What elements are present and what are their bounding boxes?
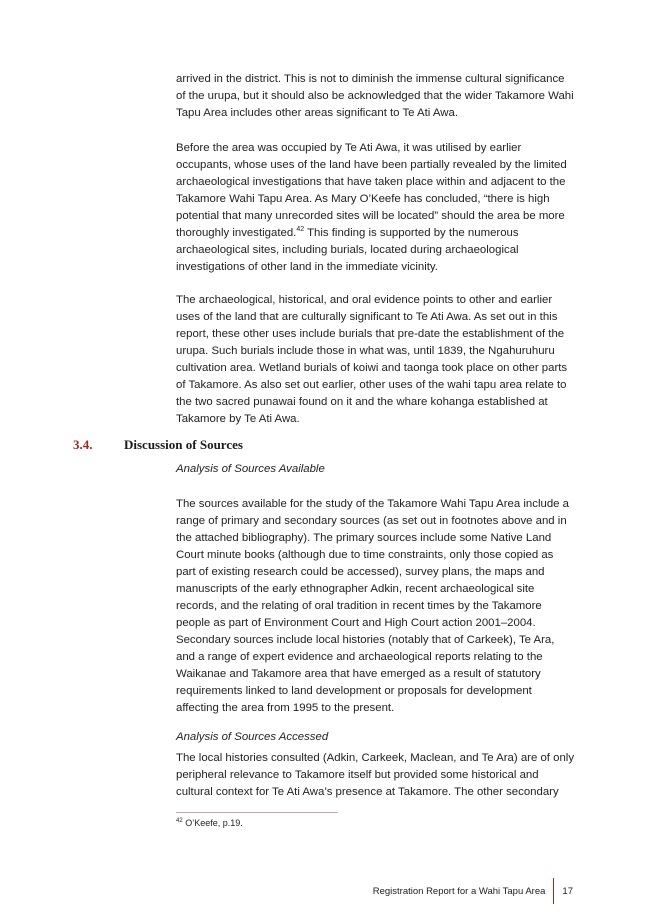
footnote-divider xyxy=(176,812,338,813)
footnote-number: 42 xyxy=(176,818,183,824)
paragraph-2-text-b: This finding is supported by the numerous archaeological sites, including burials, located during archaeological investigations of other land in the immediate vicinity. xyxy=(176,227,519,273)
paragraph-sources-accessed: The local histories consulted (Adkin, Carkeek, Maclean, and Te Ara) are of only peripheral relevance to Takamore itself but provided some historical and cultural context for Te Ati Awa’s presence at Takamore. The other secondary xyxy=(176,752,575,798)
paragraph-1: arrived in the district. This is not to diminish the immense cultural significance of the urupa, but it should also be acknowledged that the wider Takamore Wahi Tapu Area includes other areas significant to Te Ati Awa. xyxy=(176,73,574,119)
subheading-sources-accessed: Analysis of Sources Accessed xyxy=(176,731,329,743)
section-title: Discussion of Sources xyxy=(124,437,243,452)
footer-title: Registration Report for a Wahi Tapu Area xyxy=(372,885,546,897)
footnote-text: O’Keefe, p.19. xyxy=(182,818,243,828)
footer-divider xyxy=(553,878,554,904)
paragraph-sources-available: The sources available for the study of the Takamore Wahi Tapu Area include a range of primary and secondary sources (as set out in footnotes above and in the attached bibliography). The primary sources include some Native Land Court minute books (although due to time constraints, only those copied as part of existing research could be accessed), survey plans, the maps and manuscripts of the early ethnographer Adkin, recent archaeological site records, and the relating of oral tradition in recent times by the Takamore people as part of Environment Court and High Court action 2001–2004. Secondary sources include local histories (notably that of Carkeek), Te Ara, and a range of expert evidence and archaeological reports relating to the Waikanae and Takamore area that have emerged as a result of statutory requirements linked to land development or proposals for development affecting the area from 1995 to the present. xyxy=(176,498,569,714)
section-number: 3.4. xyxy=(73,437,93,452)
footnote-42 xyxy=(176,818,243,828)
footnote-ref-42: 42 xyxy=(296,226,305,234)
page-number: 17 xyxy=(562,885,573,897)
page-footer xyxy=(373,878,573,904)
paragraph-2 xyxy=(176,140,576,276)
paragraph-2-text-a: Before the area was occupied by Te Ati Awa, it was utilised by earlier occupants, whose uses of the land have been partially revealed by the limited archaeological investigations that have taken place within and adjacent to the Takamore Wahi Tapu Area. As Mary O’Keefe has concluded, “there is high potential that many unrecorded sites will be located” should the area be more thoroughly investigated. xyxy=(176,142,567,239)
paragraph-3: The archaeological, historical, and oral evidence points to other and earlier uses of the land that are culturally significant to Te Ati Awa. As set out in this report, these other uses include burials that pre-date the establishment of the urupa. Such burials include those in what was, until 1839, the Ngahuruhuru cultivation area. Wetland burials of koiwi and taonga took place on other parts of Takamore. As also set out earlier, other uses of the wahi tapu area relate to the two sacred punawai found on it and the whare kohanga established at Takamore by Te Ati Awa. xyxy=(176,294,568,425)
subheading-sources-available: Analysis of Sources Available xyxy=(176,463,325,475)
